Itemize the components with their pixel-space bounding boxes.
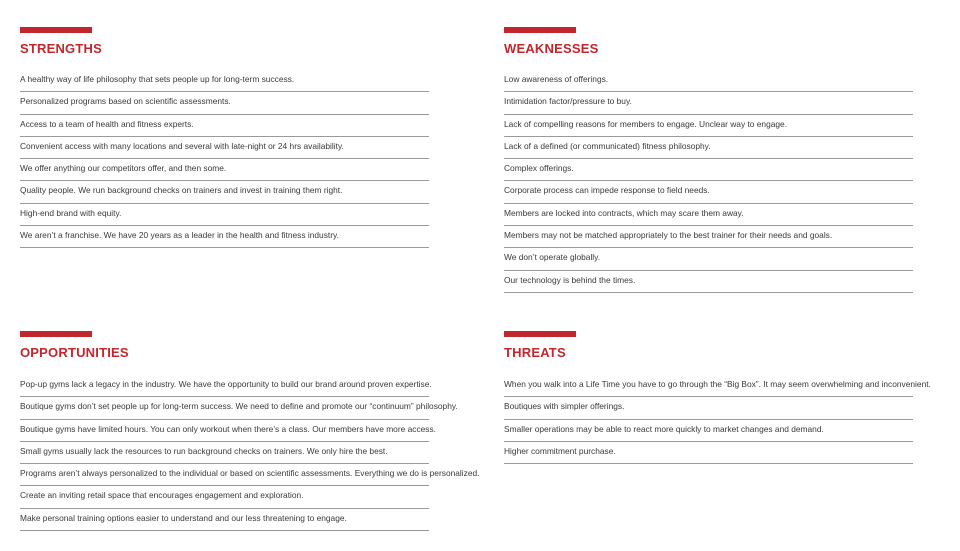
strengths-accent-bar	[20, 27, 92, 33]
strengths-section	[20, 27, 429, 248]
threats-list	[504, 375, 931, 464]
opportunities-section	[20, 331, 480, 531]
opportunities-item: Pop-up gyms lack a legacy in the industry. We have the opportunity to build our brand around proven expertise.	[20, 375, 429, 397]
weaknesses-section	[504, 27, 913, 293]
weaknesses-item: Corporate process can impede response to field needs.	[504, 181, 913, 203]
opportunities-item: Make personal training options easier to understand and our less threatening to engage.	[20, 509, 429, 531]
opportunities-item: Create an inviting retail space that encourages engagement and exploration.	[20, 486, 429, 508]
weaknesses-accent-bar	[504, 27, 576, 33]
threats-title: THREATS	[504, 345, 566, 360]
opportunities-title: OPPORTUNITIES	[20, 345, 129, 360]
threats-item: Smaller operations may be able to react more quickly to market changes and demand.	[504, 420, 913, 442]
strengths-item: We offer anything our competitors offer, and then some.	[20, 159, 429, 181]
threats-accent-bar	[504, 331, 576, 337]
opportunities-list	[20, 375, 480, 531]
weaknesses-item: Low awareness of offerings.	[504, 70, 913, 92]
threats-section	[504, 331, 931, 464]
weaknesses-item: Lack of a defined (or communicated) fitness philosophy.	[504, 137, 913, 159]
strengths-item: High-end brand with equity.	[20, 204, 429, 226]
opportunities-item: Boutique gyms have limited hours. You can only workout when there’s a class. Our members have more access.	[20, 420, 429, 442]
weaknesses-list	[504, 70, 913, 293]
strengths-title: STRENGTHS	[20, 41, 102, 56]
strengths-list	[20, 70, 429, 248]
opportunities-accent-bar	[20, 331, 92, 337]
weaknesses-item: We don’t operate globally.	[504, 248, 913, 270]
weaknesses-item: Our technology is behind the times.	[504, 271, 913, 293]
strengths-item: Access to a team of health and fitness experts.	[20, 115, 429, 137]
strengths-item: Personalized programs based on scientific assessments.	[20, 92, 429, 114]
threats-item: Higher commitment purchase.	[504, 442, 913, 464]
weaknesses-item: Complex offerings.	[504, 159, 913, 181]
weaknesses-title: WEAKNESSES	[504, 41, 599, 56]
weaknesses-item: Intimidation factor/pressure to buy.	[504, 92, 913, 114]
opportunities-item: Programs aren’t always personalized to the individual or based on scientific assessments. Everything we do is personalized.	[20, 464, 429, 486]
strengths-item: Convenient access with many locations and several with late-night or 24 hrs availability.	[20, 137, 429, 159]
opportunities-item: Small gyms usually lack the resources to run background checks on trainers. We only hire the best.	[20, 442, 429, 464]
weaknesses-item: Members may not be matched appropriately to the best trainer for their needs and goals.	[504, 226, 913, 248]
threats-item: When you walk into a Life Time you have to go through the “Big Box”. It may seem overwhelming and inconvenient.	[504, 375, 913, 397]
weaknesses-item: Lack of compelling reasons for members to engage. Unclear way to engage.	[504, 115, 913, 137]
strengths-item: A healthy way of life philosophy that sets people up for long-term success.	[20, 70, 429, 92]
opportunities-item: Boutique gyms don’t set people up for long-term success. We need to define and promote our “continuum” philosophy.	[20, 397, 429, 419]
strengths-item: Quality people. We run background checks on trainers and invest in training them right.	[20, 181, 429, 203]
weaknesses-item: Members are locked into contracts, which may scare them away.	[504, 204, 913, 226]
strengths-item: We aren’t a franchise. We have 20 years as a leader in the health and fitness industry.	[20, 226, 429, 248]
threats-item: Boutiques with simpler offerings.	[504, 397, 913, 419]
